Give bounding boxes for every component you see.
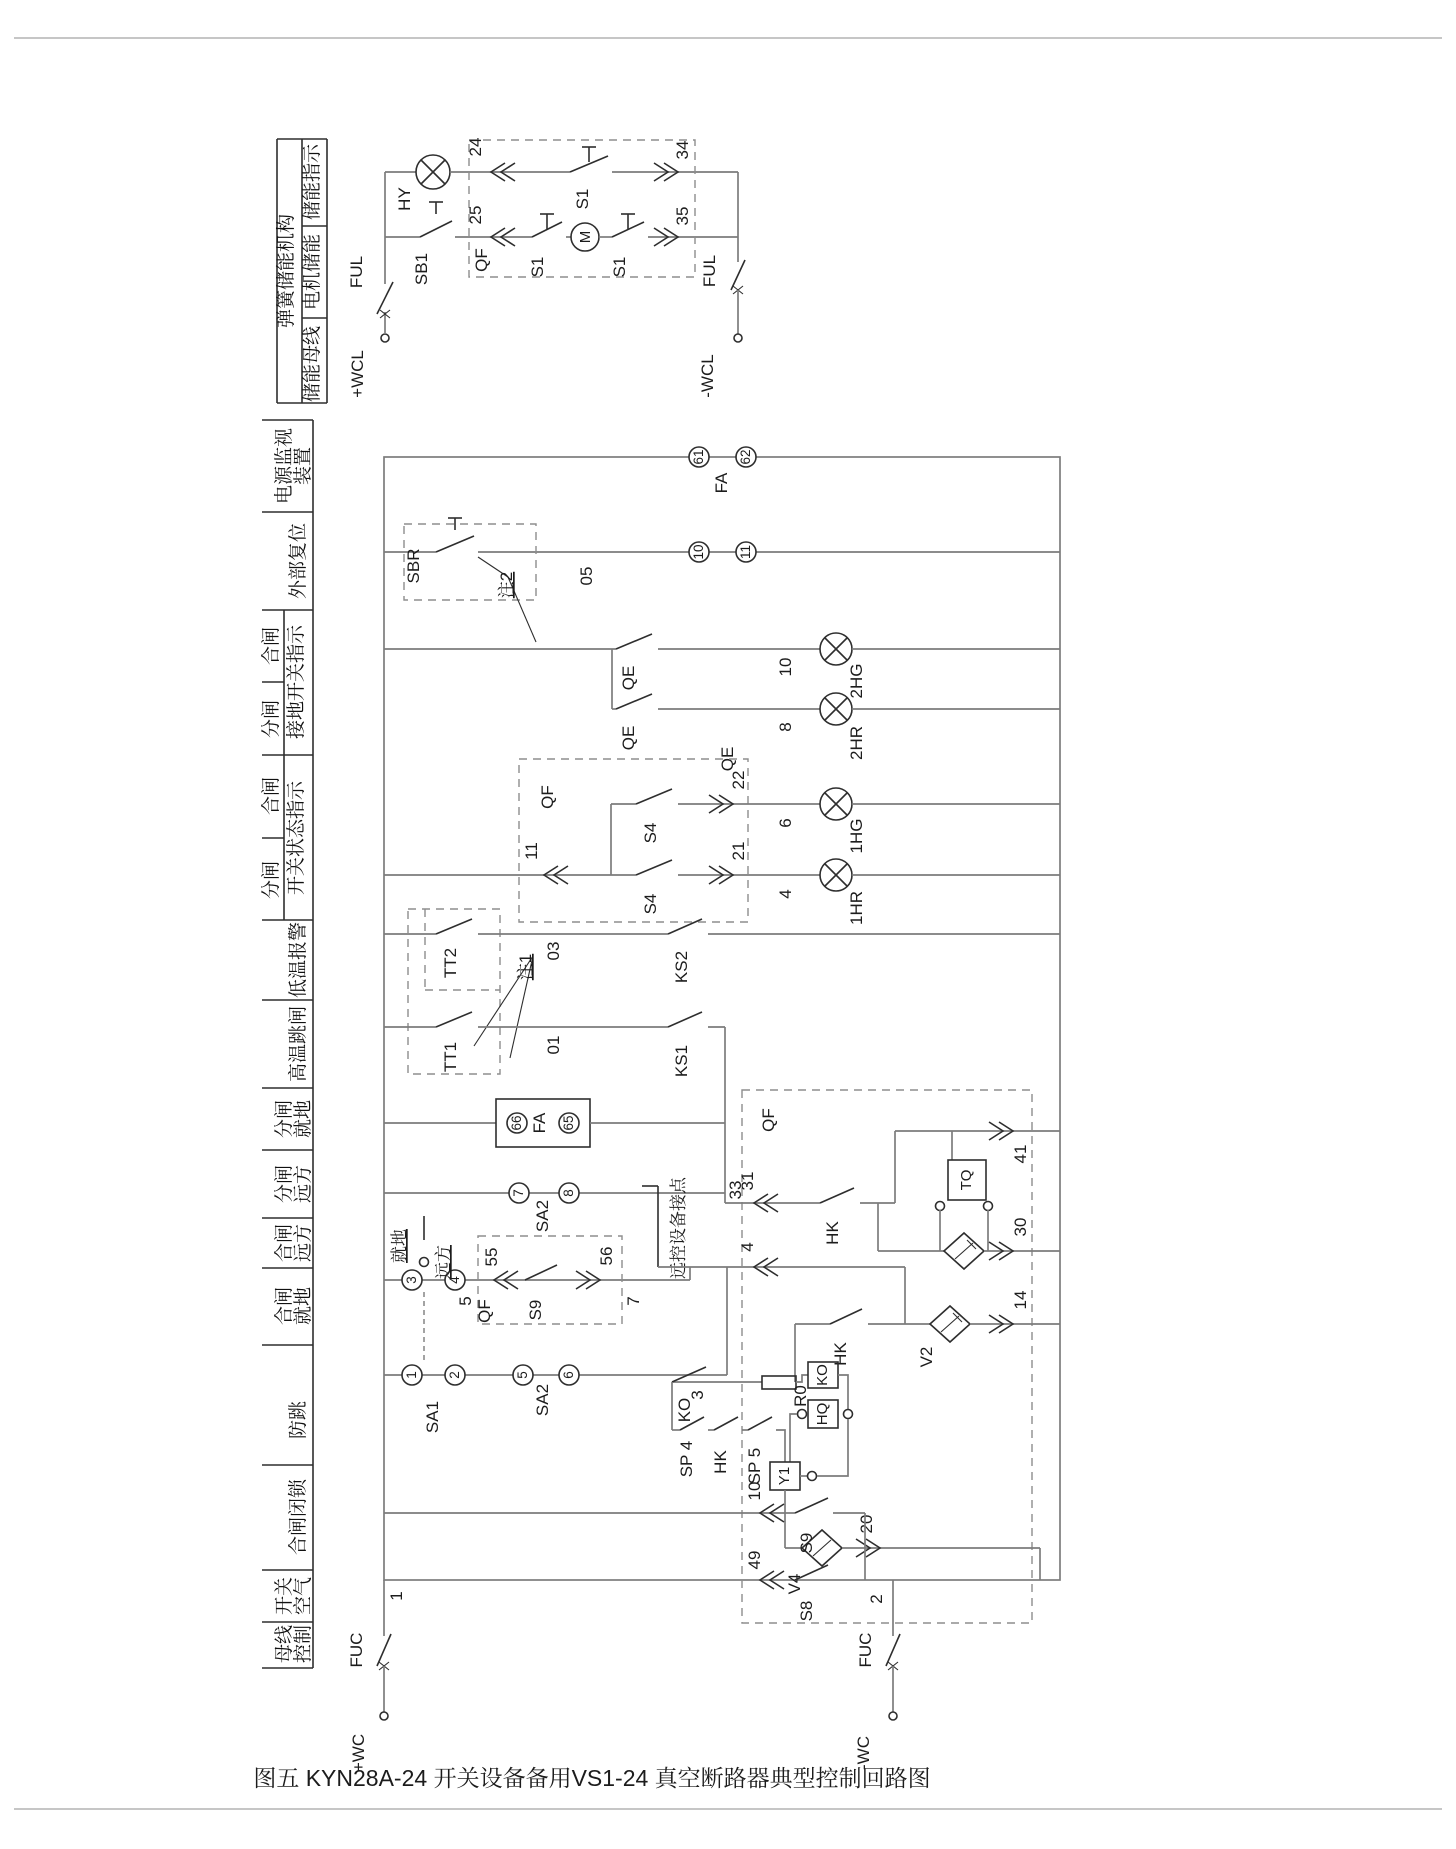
label-31: 31	[738, 1171, 757, 1191]
label-ks1: KS1	[672, 1044, 691, 1078]
rows-antipump-lockout	[384, 1482, 886, 1622]
label-10: 10	[691, 544, 706, 560]
label-20: 20	[857, 1514, 876, 1534]
energy-storage-circuit	[347, 138, 745, 398]
row-label: 电源监视	[274, 427, 295, 505]
label-lamp-1hg: 1HG	[847, 818, 866, 854]
label-8: 8	[561, 1189, 576, 1197]
selector-neutral-icon	[420, 1258, 429, 1267]
label-wcl-neg: -WCL	[698, 354, 717, 398]
label-hk: HK	[823, 1221, 842, 1245]
label-wire-6: 6	[776, 818, 795, 828]
row-label: 开关	[274, 1576, 295, 1616]
label-34: 34	[673, 140, 692, 160]
label-qf-top: QF	[472, 248, 491, 272]
lamp-hy	[416, 155, 450, 189]
label-3: 3	[404, 1276, 419, 1284]
row-label: 开关状态指示	[286, 780, 307, 896]
row-label: 就地	[293, 1286, 314, 1326]
label-11: 11	[738, 544, 753, 560]
row-label: 合闸	[274, 1286, 295, 1326]
label-remote: 远方	[434, 1245, 453, 1279]
label-wire-7: 7	[624, 1296, 643, 1306]
label-fuc: FUC	[347, 1632, 366, 1668]
label-35: 35	[673, 206, 692, 226]
row-label: 母线	[274, 1624, 295, 1664]
row-external-reset	[384, 518, 1060, 642]
label-qe: QE	[619, 725, 638, 751]
label-6: 6	[561, 1371, 576, 1379]
label-wire-49: 49	[745, 1550, 764, 1570]
row-label: 接地开关指示	[286, 624, 307, 740]
label-4: 4	[738, 1242, 757, 1252]
energy-header-table	[275, 139, 327, 403]
label-ks2: KS2	[672, 950, 691, 984]
label-note2: 注2	[497, 571, 516, 599]
fuse-ful-right	[731, 260, 745, 294]
label-wire-10: 10	[745, 1481, 764, 1501]
label-22: 22	[729, 770, 748, 790]
label-wcl-pos: +WCL	[348, 350, 367, 398]
ladder-frame	[384, 457, 1060, 1580]
label-lamp-1hr: 1HR	[847, 890, 866, 926]
label-wire-3: 3	[688, 1390, 707, 1400]
label-14: 14	[1011, 1290, 1030, 1310]
main-circuit	[347, 447, 1060, 1772]
label-sa2: SA2	[533, 1199, 552, 1233]
row-label: 远方	[293, 1164, 314, 1204]
label-56: 56	[597, 1246, 616, 1266]
label-ful: FUL	[347, 255, 366, 289]
label-5: 5	[515, 1371, 530, 1379]
label-sbr: SBR	[404, 548, 423, 584]
label-note1: 注1	[516, 953, 535, 981]
button-sb1	[420, 202, 452, 237]
label-30: 30	[1011, 1217, 1030, 1237]
label-m: M	[577, 230, 594, 244]
label-qf: QF	[538, 785, 557, 809]
label-hk: HK	[711, 1450, 730, 1474]
breaker-box	[658, 1090, 1060, 1623]
left-header-table	[260, 420, 314, 1668]
label-25: 25	[466, 205, 485, 225]
label-sa1: SA1	[423, 1400, 442, 1434]
row-sublabel: 合闸	[261, 776, 282, 816]
sbr-box	[404, 524, 536, 600]
label-v2: V2	[917, 1346, 936, 1368]
row-label: 控制	[293, 1624, 314, 1664]
label-sp5: SP 5	[745, 1447, 764, 1485]
label-tq: TQ	[958, 1169, 975, 1191]
label-tt2: TT2	[441, 947, 460, 979]
label-wire-8: 8	[776, 722, 795, 732]
row-sublabel: 合闸	[261, 626, 282, 666]
label-qf: QF	[475, 1299, 494, 1323]
label-11: 11	[522, 842, 541, 860]
page-rules	[14, 38, 1442, 1809]
contact-s1-c	[612, 214, 644, 237]
label-wire-5: 5	[456, 1296, 475, 1306]
label-wire-05: 05	[577, 566, 596, 586]
label-remote-contact: 远控设备接点	[669, 1177, 688, 1279]
label-ful-right: FUL	[700, 254, 719, 288]
row-label: 远方	[293, 1223, 314, 1263]
label-s9: S9	[797, 1532, 816, 1554]
label-62: 62	[738, 449, 753, 465]
label-65: 65	[561, 1115, 576, 1131]
label-s1-b: S1	[528, 256, 547, 278]
label-wc-neg: -WC	[854, 1736, 873, 1770]
row-sublabel: 分闸	[261, 699, 282, 739]
label-qe: QE	[619, 665, 638, 691]
rows-temperature	[384, 909, 1060, 1077]
label-ko-box: KO	[814, 1364, 831, 1386]
row-label: 装置	[293, 446, 314, 486]
row-label: 分闸	[274, 1164, 295, 1204]
terminal-wcl-pos	[381, 334, 389, 342]
row-label: 高温跳闸	[288, 1005, 309, 1083]
label-4: 4	[447, 1276, 462, 1284]
label-2: 2	[447, 1371, 462, 1379]
label-s8: S8	[797, 1600, 816, 1622]
row-sublabel: 分闸	[261, 860, 282, 900]
row-remote-close	[384, 1216, 690, 1362]
row-label: 合闸	[274, 1223, 295, 1263]
label-s1-c: S1	[610, 256, 629, 278]
label-sa2: SA2	[533, 1383, 552, 1417]
label-wire-03: 03	[544, 941, 563, 961]
label-r0: R0	[791, 1385, 810, 1407]
label-s4: S4	[641, 822, 660, 844]
label-y1: Y1	[776, 1466, 793, 1486]
label-21: 21	[729, 841, 748, 861]
label-wire-33: 33	[726, 1180, 745, 1200]
label-s9: S9	[526, 1299, 545, 1321]
label-ko: KO	[675, 1397, 694, 1423]
label-fuc: FUC	[856, 1632, 875, 1668]
terminal-wcl-neg	[734, 334, 742, 342]
label-55: 55	[482, 1247, 501, 1267]
label-s1-a: S1	[573, 188, 592, 210]
rows-earthing-indication	[384, 633, 1060, 771]
label-hy: HY	[395, 187, 414, 211]
label-wire-01: 01	[544, 1035, 563, 1055]
terminal-wc-neg	[889, 1712, 897, 1720]
figure-caption: 图五 KYN28A-24 开关设备备用VS1-24 真空断路器典型控制回路图	[253, 1765, 931, 1791]
row-label: 低温报警	[288, 921, 309, 999]
label-fa: FA	[712, 472, 731, 494]
label-hq: HQ	[814, 1402, 831, 1426]
label-local: 就地	[390, 1229, 409, 1263]
row-label: 防跳	[288, 1400, 309, 1440]
rows-breaker-indication	[384, 759, 1060, 925]
label-7: 7	[511, 1189, 526, 1197]
terminal-wc-pos	[380, 1712, 388, 1720]
row-label: 外部复位	[288, 522, 309, 600]
label-wire-4: 4	[776, 889, 795, 899]
row-label: 合闸闭锁	[288, 1478, 309, 1556]
label-1: 1	[404, 1371, 419, 1379]
label-wire-10: 10	[776, 657, 795, 677]
row-power-monitor	[689, 447, 756, 493]
label-61: 61	[691, 449, 706, 465]
contact-s1-a	[570, 147, 608, 172]
label-lamp-2hg: 2HG	[847, 663, 866, 699]
label-sp4: SP 4	[677, 1440, 696, 1478]
label-hk: HK	[831, 1342, 850, 1366]
label-s4: S4	[641, 893, 660, 915]
energy-row-label: 电机储能	[302, 233, 323, 311]
energy-row-label: 储能母线	[302, 325, 323, 403]
label-v4: V4	[785, 1573, 804, 1595]
control-bus-feeds	[347, 1580, 900, 1772]
qf-box-indication	[519, 759, 748, 922]
label-fa: FA	[530, 1112, 549, 1134]
row-label: 空气	[293, 1576, 314, 1616]
label-tt1: TT1	[441, 1041, 460, 1073]
label-sb1: SB1	[412, 252, 431, 286]
label-66: 66	[509, 1115, 524, 1131]
contact-s1-b	[532, 214, 562, 237]
row-label: 就地	[293, 1099, 314, 1139]
label-qf: QF	[759, 1108, 778, 1132]
label-24: 24	[466, 137, 485, 157]
energy-row-label: 储能指示	[302, 143, 323, 221]
energy-group-label: 弹簧储能机构	[276, 213, 297, 329]
row-label: 分闸	[274, 1099, 295, 1139]
label-41: 41	[1011, 1144, 1030, 1164]
remote-device-contact	[642, 1176, 688, 1279]
label-wire-2: 2	[867, 1594, 886, 1604]
label-wc-pos: +WC	[349, 1733, 368, 1773]
label-wire-1: 1	[387, 1591, 406, 1601]
label-lamp-2hr: 2HR	[847, 725, 866, 761]
label-qe: QE	[718, 746, 737, 772]
